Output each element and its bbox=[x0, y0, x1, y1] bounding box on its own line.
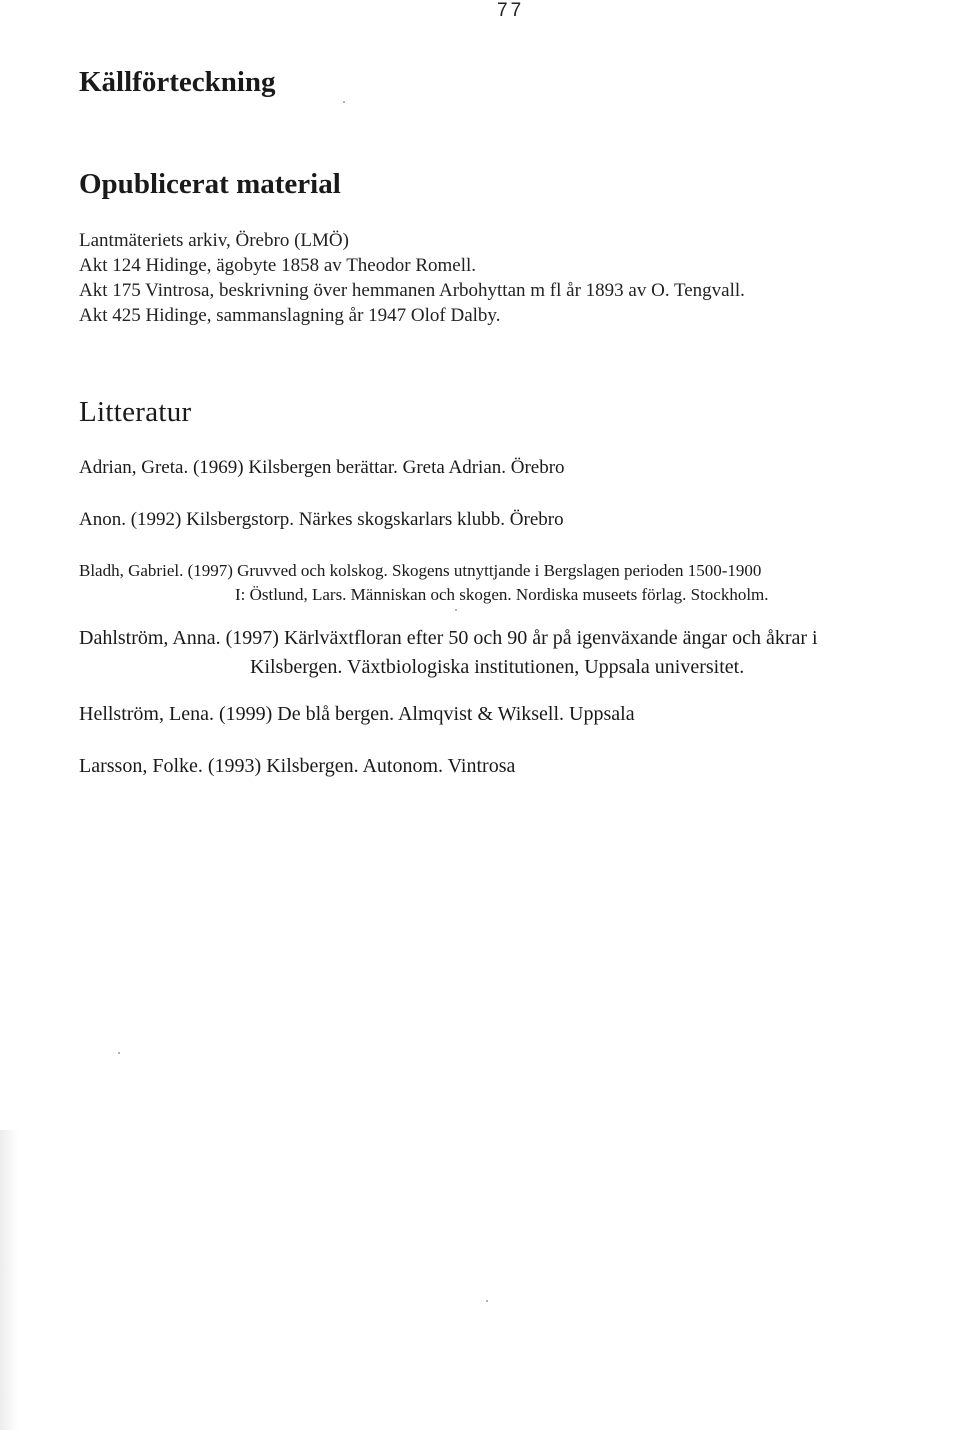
reference-text: Larsson, Folke. (1993) Kilsbergen. Autonom. Vintrosa bbox=[79, 755, 516, 777]
scan-speck bbox=[343, 101, 345, 103]
reference-text: Anon. (1992) Kilsbergstorp. Närkes skogskarlars klubb. Örebro bbox=[79, 509, 564, 530]
reference-text: Bladh, Gabriel. (1997) Gruvved och kolskog. Skogens utnyttjande i Bergslagen perioden 1500-1900 bbox=[79, 561, 762, 580]
scan-speck bbox=[455, 609, 457, 611]
reference-text: Dahlström, Anna. (1997) Kärlväxtfloran efter 50 och 90 år på igenväxande ängar och åkrar i bbox=[79, 627, 818, 649]
archive-line: Akt 175 Vintrosa, beskrivning över hemmanen Arbohyttan m fl år 1893 av O. Tengvall. bbox=[79, 280, 745, 301]
archive-line: Akt 425 Hidinge, sammanslagning år 1947 Olof Dalby. bbox=[79, 305, 501, 326]
page-number: 77 bbox=[497, 0, 525, 21]
reference-entry bbox=[79, 559, 769, 607]
reference-entry bbox=[79, 509, 564, 531]
reference-entry bbox=[79, 703, 635, 726]
reference-text: Hellström, Lena. (1999) De blå bergen. Almqvist & Wiksell. Uppsala bbox=[79, 703, 635, 725]
scan-speck bbox=[118, 1052, 120, 1054]
reference-continuation: I: Östlund, Lars. Människan och skogen. Nordiska museets förlag. Stockholm. bbox=[235, 585, 769, 604]
page-title: Källförteckning bbox=[79, 66, 276, 98]
archive-line: Akt 124 Hidinge, ägobyte 1858 av Theodor Romell. bbox=[79, 255, 477, 276]
reference-entry bbox=[79, 755, 515, 778]
reference-entry bbox=[79, 624, 818, 682]
scan-speck bbox=[486, 1300, 488, 1302]
reference-text: Adrian, Greta. (1969) Kilsbergen berättar. Greta Adrian. Örebro bbox=[79, 457, 565, 478]
scan-edge-shadow bbox=[0, 1130, 18, 1430]
literature-heading: Litteratur bbox=[79, 396, 192, 428]
reference-continuation: Kilsbergen. Växtbiologiska institutionen, Uppsala universitet. bbox=[250, 656, 745, 678]
reference-entry bbox=[79, 457, 565, 479]
unpublished-heading: Opublicerat material bbox=[79, 168, 341, 200]
archive-line: Lantmäteriets arkiv, Örebro (LMÖ) bbox=[79, 230, 349, 251]
